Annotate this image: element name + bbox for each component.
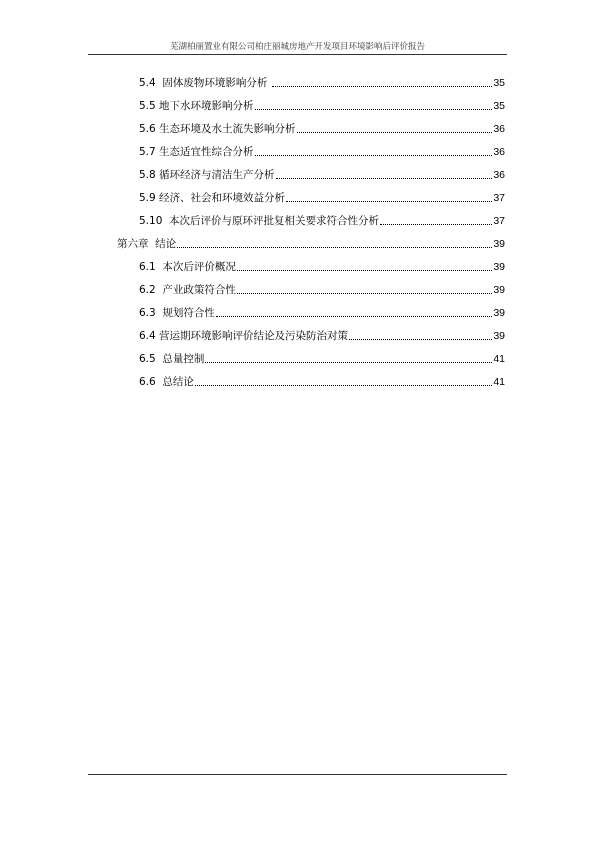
toc-entry[interactable] xyxy=(139,68,505,90)
toc-entry[interactable] xyxy=(139,114,505,136)
page-header-title: 芜湖柏丽置业有限公司柏庄丽城房地产开发项目环境影响后评价报告 xyxy=(169,42,425,52)
toc-entry-page: 35 xyxy=(493,77,505,89)
toc-leader-dots xyxy=(380,223,492,225)
toc-entry[interactable] xyxy=(139,252,505,274)
toc-entry[interactable] xyxy=(139,137,505,159)
toc-entry-page: 41 xyxy=(493,353,505,365)
toc-leader-dots xyxy=(205,361,492,363)
toc-chapter-entry[interactable] xyxy=(117,229,505,251)
toc-entry[interactable] xyxy=(139,183,505,205)
toc-leader-dots xyxy=(297,131,493,133)
toc-leader-dots xyxy=(349,338,492,340)
toc-entry-label: 6.6 总结论 xyxy=(139,376,194,388)
toc-entry-page: 37 xyxy=(493,215,505,227)
toc-entry-page: 35 xyxy=(493,100,505,112)
toc-entry-page: 39 xyxy=(493,284,505,296)
header-divider xyxy=(88,54,507,55)
toc-leader-dots xyxy=(286,200,492,202)
toc-entry-label: 5.9 经济、社会和环境效益分析 xyxy=(139,192,286,204)
toc-entry-page: 36 xyxy=(493,123,505,135)
toc-entry-label: 5.5 地下水环境影响分析 xyxy=(139,100,254,112)
toc-entry-label: 5.6 生态环境及水土流失影响分析 xyxy=(139,123,296,135)
footer-divider xyxy=(88,774,507,775)
toc-leader-dots xyxy=(276,177,493,179)
toc-entry-label: 5.7 生态适宜性综合分析 xyxy=(139,146,254,158)
toc-entry[interactable] xyxy=(139,298,505,320)
toc-entry-page: 41 xyxy=(493,376,505,388)
toc-entry-page: 36 xyxy=(493,146,505,158)
toc-leader-dots xyxy=(255,108,493,110)
toc-entry-label: 第六章 结论 xyxy=(117,238,177,250)
toc-entry-page: 39 xyxy=(493,330,505,342)
toc-entry-page: 36 xyxy=(493,169,505,181)
toc-entry[interactable] xyxy=(139,160,505,182)
toc-entry[interactable] xyxy=(139,206,505,228)
toc-leader-dots xyxy=(195,384,492,386)
toc-entry-page: 37 xyxy=(493,192,505,204)
toc-leader-dots xyxy=(255,154,493,156)
toc-entry-page: 39 xyxy=(493,261,505,273)
toc-entry-label: 6.4 营运期环境影响评价结论及污染防治对策 xyxy=(139,330,349,342)
toc-entry[interactable] xyxy=(139,91,505,113)
toc-entry-label: 6.5 总量控制 xyxy=(139,353,205,365)
toc-leader-dots xyxy=(272,85,493,87)
toc-entry-label: 6.2 产业政策符合性 xyxy=(139,284,236,296)
toc-entry-page: 39 xyxy=(493,238,505,250)
toc-entry-label: 5.4 固体废物环境影响分析 xyxy=(139,77,271,89)
toc-entry[interactable] xyxy=(139,321,505,343)
toc-entry-label: 6.1 本次后评价概况 xyxy=(139,261,236,273)
toc-entry[interactable] xyxy=(139,367,505,389)
toc-leader-dots xyxy=(216,315,492,317)
toc-entry-label: 5.10 本次后评价与原环评批复相关要求符合性分析 xyxy=(139,215,380,227)
toc-leader-dots xyxy=(177,246,492,248)
toc-leader-dots xyxy=(237,269,492,271)
toc-entry-page: 39 xyxy=(493,307,505,319)
toc-entry-label: 6.3 规划符合性 xyxy=(139,307,215,319)
toc-entry[interactable] xyxy=(139,344,505,366)
toc-entry[interactable] xyxy=(139,275,505,297)
toc-leader-dots xyxy=(237,292,492,294)
toc-entry-label: 5.8 循环经济与清洁生产分析 xyxy=(139,169,275,181)
